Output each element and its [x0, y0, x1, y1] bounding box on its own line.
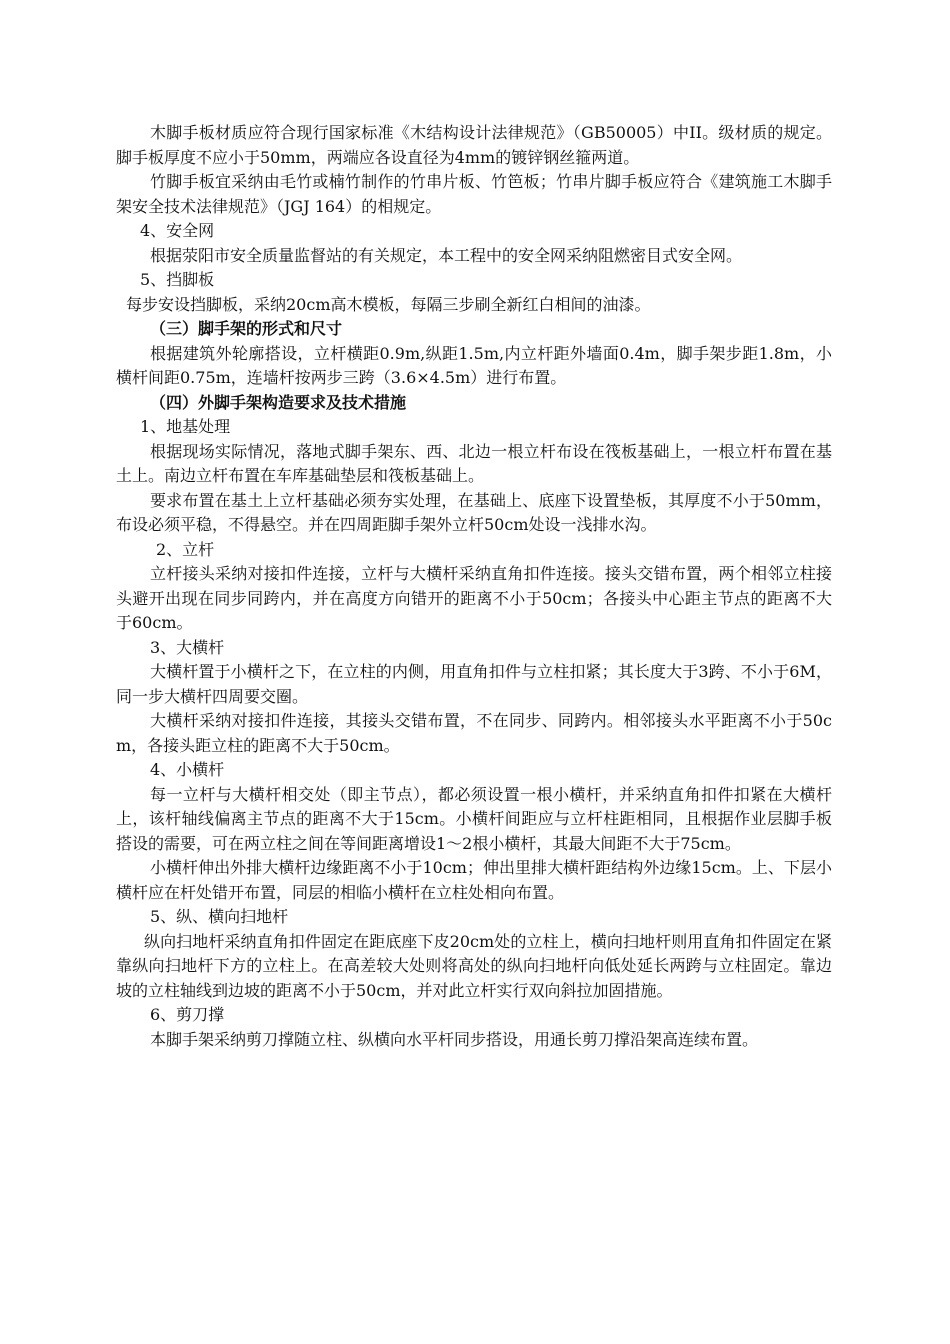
subsection-heading: 1、地基处理	[140, 417, 231, 436]
section-heading: （四）外脚手架构造要求及技术措施	[150, 392, 407, 412]
document-body	[116, 121, 832, 1052]
subsection-heading: 6、剪刀撑	[150, 1005, 225, 1024]
paragraph: 纵向扫地杆采纳直角扣件固定在距底座下皮20cm处的立柱上，横向扫地杆则用直角扣件固定在紧靠纵向扫地杆下方的立柱上。在高差较大处则将高处的纵向扫地杆向低处延长两跨与立柱固定。靠边坡的立柱轴线到边坡的距离不小于50cm，并对此立杆实行双向斜拉加固措施。	[116, 931, 832, 1000]
subsection-heading: 4、安全网	[140, 221, 215, 240]
paragraph: 每一立杆与大横杆相交处（即主节点），都必须设置一根小横杆，并采纳直角扣件扣紧在大横杆上，该杆轴线偏离主节点的距离不大于15cm。小横杆间距应与立杆柱距相同，且根据作业层脚手板搭设的需要，可在两立柱之间在等间距离增设1～2根小横杆，其最大间距不大于75cm。	[116, 784, 832, 853]
paragraph: 大横杆采纳对接扣件连接，其接头交错布置，不在同步、同跨内。相邻接头水平距离不小于50cm，各接头距立柱的距离不大于50cm。	[116, 711, 832, 755]
paragraph: 本脚手架采纳剪刀撑随立柱、纵横向水平杆同步搭设，用通长剪刀撑沿架高连续布置。	[150, 1029, 759, 1049]
paragraph: 立杆接头采纳对接扣件连接，立杆与大横杆采纳直角扣件连接。接头交错布置，两个相邻立柱接头避开出现在同步同跨内，并在高度方向错开的距离不小于50cm；各接头中心距主节点的距离不大于60cm。	[116, 564, 832, 632]
paragraph: 竹脚手板宜采纳由毛竹或楠竹制作的竹串片板、竹笆板；竹串片脚手板应符合《建筑施工木脚手架安全技术法律规范》（JGJ 164）的相规定。	[116, 172, 832, 216]
paragraph: 大横杆置于小横杆之下，在立柱的内侧，用直角扣件与立柱扣紧；其长度大于3跨、不小于6M，同一步大横杆四周要交圈。	[116, 662, 832, 706]
paragraph: 根据建筑外轮廓搭设，立杆横距0.9m,纵距1.5m,内立杆距外墙面0.4m，脚手架步距1.8m，小横杆间距0.75m，连墙杆按两步三跨（3.6×4.5m）进行布置。	[116, 343, 832, 387]
section-heading: （三）脚手架的形式和尺寸	[150, 319, 343, 338]
subsection-heading: 2、立杆	[156, 539, 215, 559]
paragraph: 要求布置在基土上立杆基础必须夯实处理，在基础上、底座下设置垫板，其厚度不小于50mm，布设必须平稳，不得悬空。并在四周距脚手架外立杆50cm处设一浅排水沟。	[116, 490, 832, 534]
paragraph: 每步安设挡脚板，采纳20cm高木模板，每隔三步刷全新红白相间的油漆。	[126, 294, 651, 314]
subsection-heading: 5、挡脚板	[140, 270, 215, 289]
subsection-heading: 3、大横杆	[150, 637, 225, 657]
paragraph: 根据荥阳市安全质量监督站的有关规定，本工程中的安全网采纳阻燃密目式安全网。	[150, 245, 743, 265]
paragraph: 木脚手板材质应符合现行国家标准《木结构设计法律规范》（GB50005）中II。级材质的规定。脚手板厚度不应小于50mm，两端应各设直径为4mm的镀锌钢丝箍两道。	[116, 123, 832, 167]
subsection-heading: 5、纵、横向扫地杆	[150, 907, 289, 926]
paragraph: 小横杆伸出外排大横杆边缘距离不小于10cm；伸出里排大横杆距结构外边缘15cm。上、下层小横杆应在杆处错开布置，同层的相临小横杆在立柱处相向布置。	[116, 858, 832, 902]
paragraph: 根据现场实际情况，落地式脚手架东、西、北边一根立杆布设在筏板基础上，一根立杆布置在基土上。南边立杆布置在车库基础垫层和筏板基础上。	[116, 441, 832, 485]
subsection-heading: 4、小横杆	[150, 760, 225, 779]
